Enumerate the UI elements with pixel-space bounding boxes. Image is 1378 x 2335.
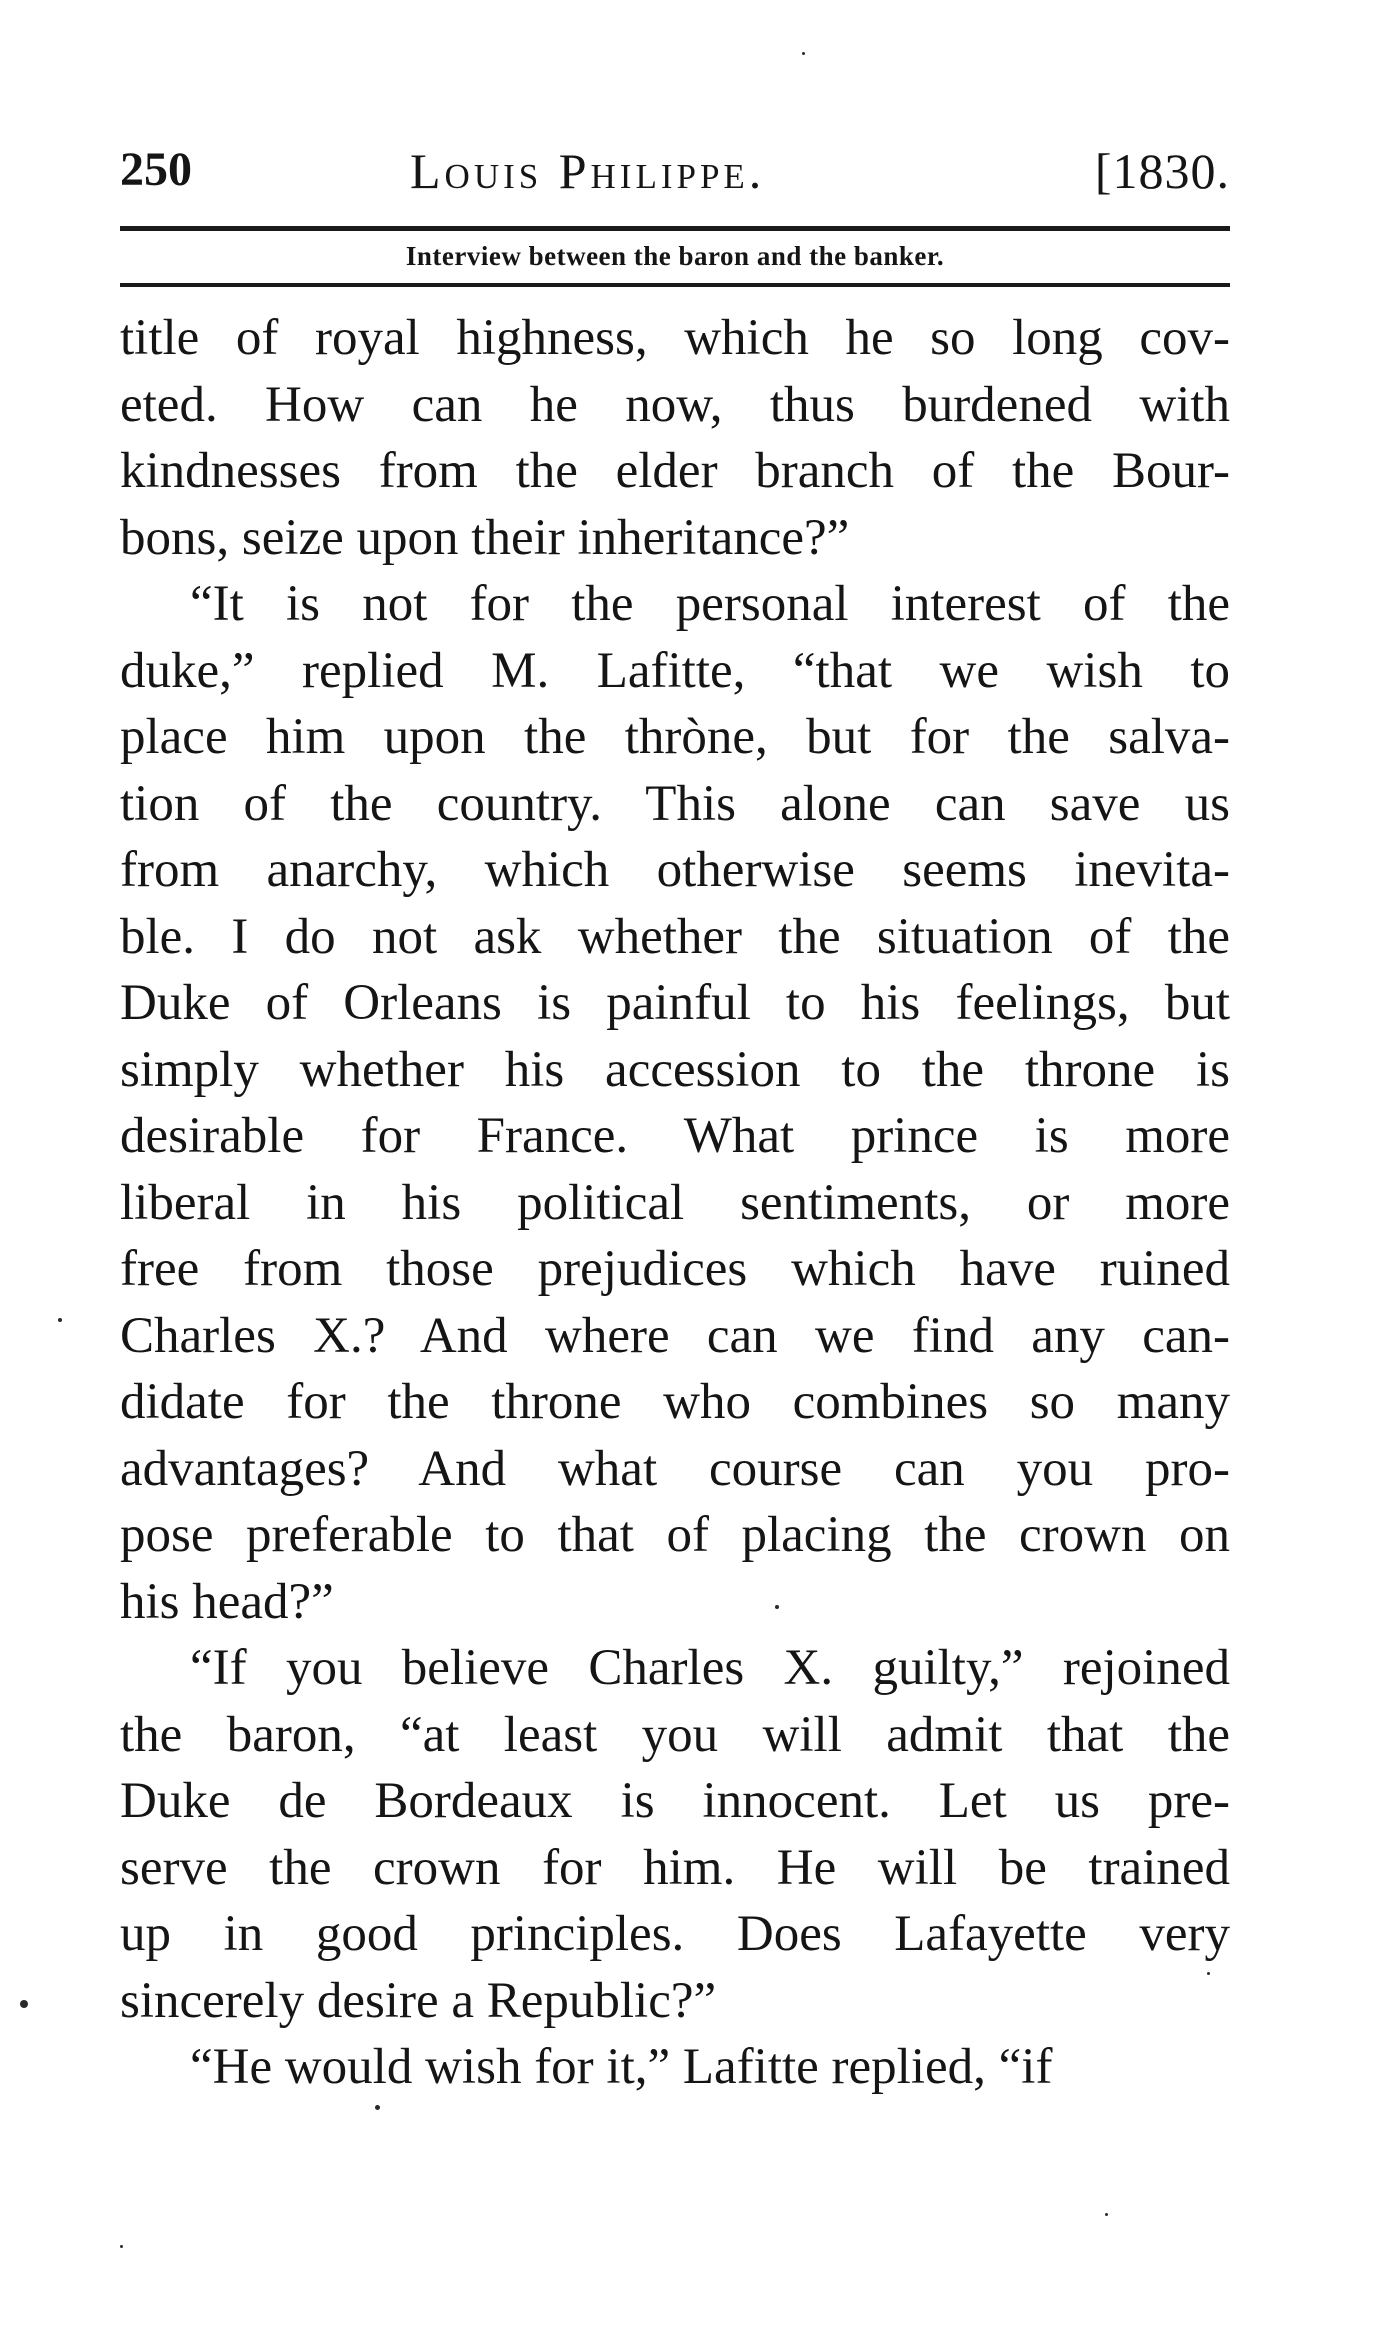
text-line: “If you believe Charles X. guilty,” rejoined (190, 1640, 1230, 1696)
text-line: up in good principles. Does Lafayette very (120, 1906, 1230, 1962)
text-line: place him upon the thròne, but for the salva- (120, 709, 1230, 765)
scan-speck (1207, 1972, 1210, 1975)
text-line: eted. How can he now, thus burdened with (120, 376, 1230, 433)
text-line: “He would wish for it,” Lafitte replied, “if (190, 2039, 1053, 2095)
scan-speck (120, 2245, 123, 2248)
text-line: didate for the throne who combines so many (120, 1374, 1230, 1430)
text-line: tion of the country. This alone can save us (120, 775, 1230, 832)
scan-speck (802, 52, 805, 55)
text-line: sincerely desire a Republic?” (120, 1972, 717, 2029)
scan-speck (58, 1318, 62, 1322)
text-line: advantages? And what course can you pro- (120, 1440, 1230, 1497)
scan-speck (375, 2105, 380, 2110)
header-year: [1830. (1094, 143, 1230, 199)
text-line: his head?” (120, 1573, 334, 1630)
text-line: from anarchy, which otherwise seems inevita- (120, 842, 1230, 898)
running-header (120, 142, 1230, 204)
running-title: Louis Philippe. (410, 143, 766, 199)
text-line: pose preferable to that of placing the crown on (120, 1507, 1230, 1563)
text-line: kindnesses from the elder branch of the Bour- (120, 443, 1230, 499)
page-number: 250 (120, 143, 192, 196)
header-rule-bottom (120, 283, 1230, 287)
text-line: title of royal highness, which he so long cov- (120, 310, 1230, 366)
scan-speck (20, 2000, 28, 2008)
body-text (120, 305, 1230, 2101)
text-line: free from those prejudices which have ruined (120, 1241, 1230, 1297)
text-line: serve the crown for him. He will be trained (120, 1839, 1230, 1896)
section-subheading: Interview between the baron and the banker. (405, 241, 945, 271)
text-line: duke,” replied M. Lafitte, “that we wish to (120, 642, 1230, 699)
text-line: “It is not for the personal interest of the (190, 576, 1230, 632)
text-line: ble. I do not ask whether the situation of the (120, 908, 1230, 965)
text-line: desirable for France. What prince is more (120, 1108, 1230, 1164)
text-line: liberal in his political sentiments, or more (120, 1174, 1230, 1231)
text-line: the baron, “at least you will admit that the (120, 1706, 1230, 1763)
header-rule-top (120, 226, 1230, 231)
scan-speck (775, 1605, 779, 1609)
text-line: Duke of Orleans is painful to his feelings, but (120, 975, 1230, 1031)
text-line: bons, seize upon their inheritance?” (120, 509, 850, 566)
scan-speck (1105, 2213, 1108, 2216)
text-line: simply whether his accession to the throne is (120, 1041, 1230, 1098)
text-line: Duke de Bordeaux is innocent. Let us pre- (120, 1773, 1230, 1829)
text-line: Charles X.? And where can we find any can- (120, 1307, 1230, 1364)
